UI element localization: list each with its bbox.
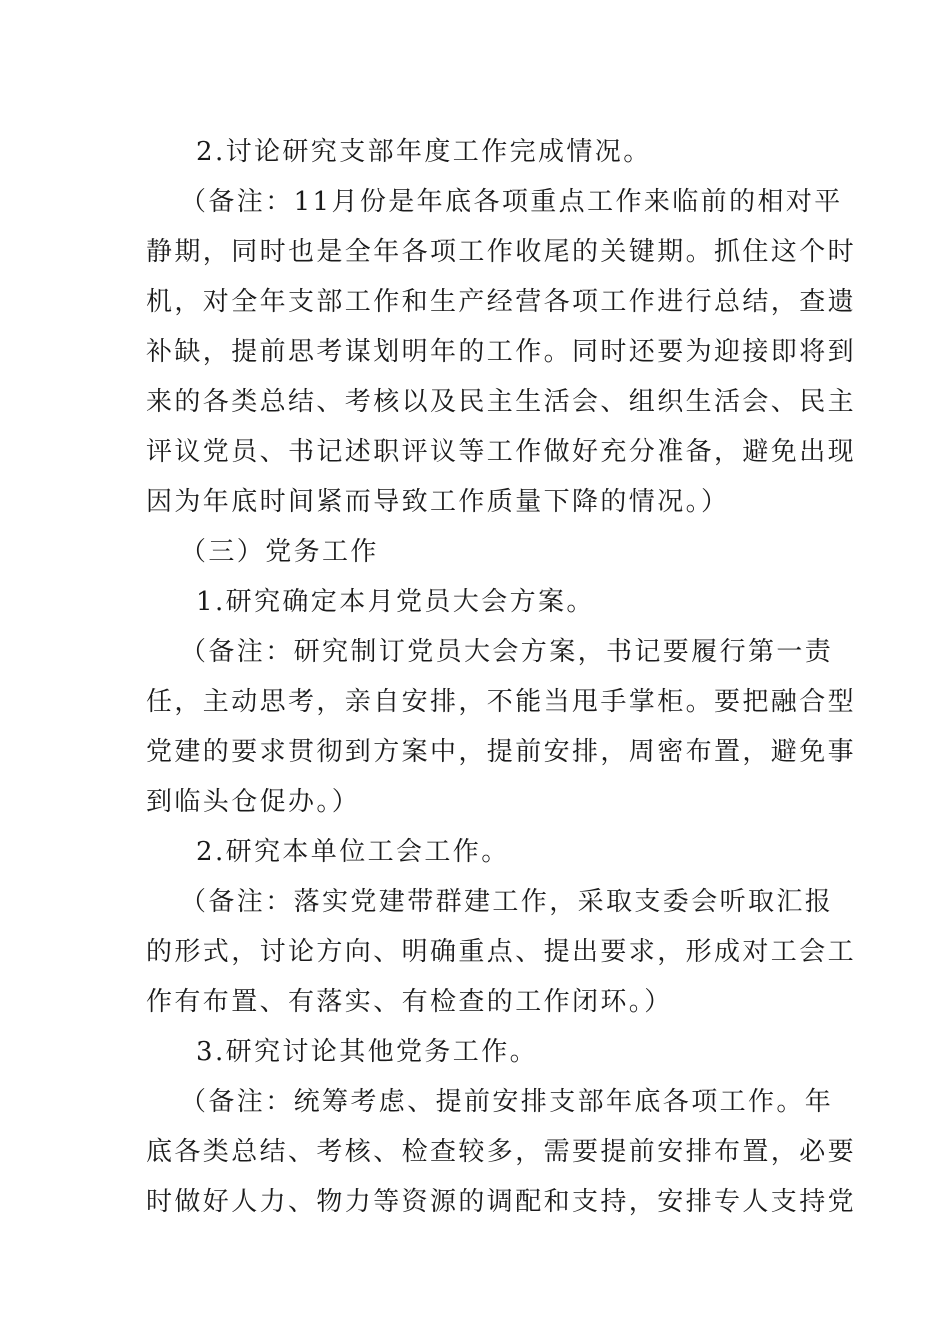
note-paragraph-line: 静期，同时也是全年各项工作收尾的关键期。抓住这个时 [146, 237, 857, 267]
note-paragraph-line: 作有布置、有落实、有检查的工作闭环。） [146, 987, 673, 1017]
note-paragraph-line: （备注：研究制订党员大会方案，书记要履行第一责 [180, 637, 834, 667]
item-heading-2-annual-work: 2.讨论研究支部年度工作完成情况。 [196, 137, 652, 167]
note-paragraph-line: 时做好人力、物力等资源的调配和支持，安排专人支持党 [146, 1187, 857, 1217]
item-heading-2-union-work: 2.研究本单位工会工作。 [196, 837, 510, 867]
note-paragraph-line: 机，对全年支部工作和生产经营各项工作进行总结，查遗 [146, 287, 857, 317]
note-paragraph-line: 任，主动思考，亲自安排，不能当甩手掌柜。要把融合型 [146, 687, 857, 717]
note-paragraph-line: 补缺，提前思考谋划明年的工作。同时还要为迎接即将到 [146, 337, 857, 367]
note-paragraph-line: 评议党员、书记述职评议等工作做好充分准备，避免出现 [146, 437, 857, 467]
note-paragraph-line: （备注：统筹考虑、提前安排支部年底各项工作。年 [180, 1087, 834, 1117]
note-paragraph-line: 到临头仓促办。） [146, 787, 361, 817]
item-heading-1-party-meeting: 1.研究确定本月党员大会方案。 [196, 587, 595, 617]
note-paragraph-line: （备注：11月份是年底各项重点工作来临前的相对平 [180, 187, 843, 217]
note-paragraph-line: 底各类总结、考核、检查较多，需要提前安排布置，必要 [146, 1137, 857, 1167]
note-paragraph-line: 党建的要求贯彻到方案中，提前安排，周密布置，避免事 [146, 737, 857, 767]
section-heading-party-affairs: （三）党务工作 [180, 537, 379, 567]
note-paragraph-line: 因为年底时间紧而导致工作质量下降的情况。） [146, 487, 730, 517]
note-paragraph-line: 来的各类总结、考核以及民主生活会、组织生活会、民主 [146, 387, 857, 417]
note-paragraph-line: 的形式，讨论方向、明确重点、提出要求，形成对工会工 [146, 937, 857, 967]
note-paragraph-line: （备注：落实党建带群建工作，采取支委会听取汇报 [180, 887, 834, 917]
item-heading-3-other-affairs: 3.研究讨论其他党务工作。 [196, 1037, 539, 1067]
